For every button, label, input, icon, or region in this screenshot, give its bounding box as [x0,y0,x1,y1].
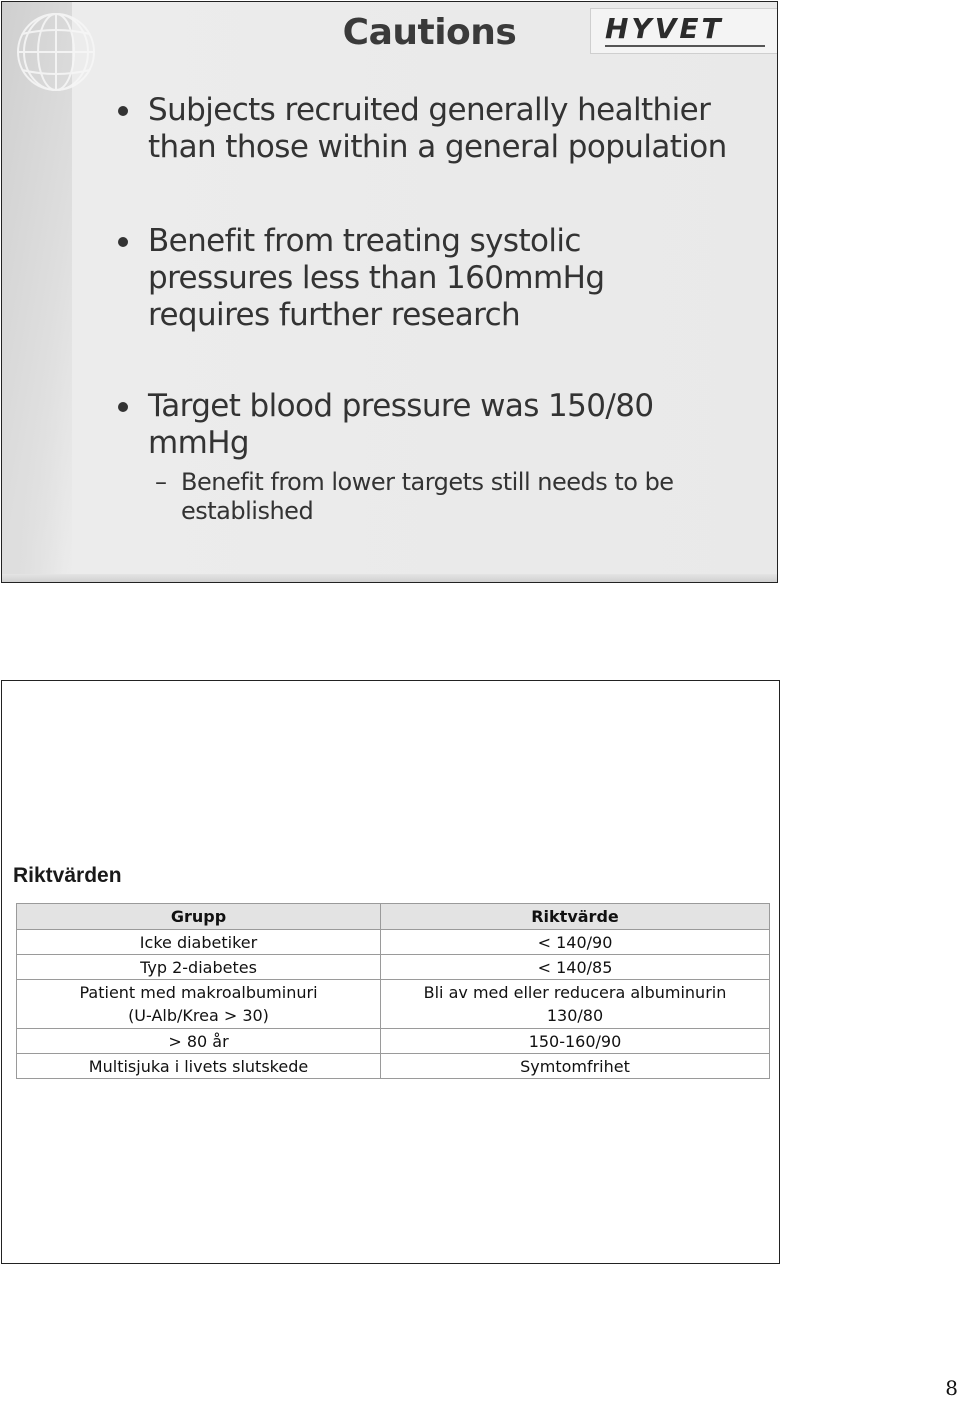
cell-line: Icke diabetiker [139,932,258,952]
bullet-text: Target blood pressure was 150/80 mmHg [148,388,654,461]
table-row [17,930,770,955]
table-cell-target [381,1029,770,1054]
cell-line: > 80 år [168,1031,229,1051]
bullet-text: Benefit from treating systolic pressures less than 160mmHg requires further research [148,223,605,333]
table-cell-group [17,980,381,1029]
table-header-row [17,904,770,930]
table-cell-target [381,930,770,955]
slide-riktvarden [1,680,780,1264]
cell-line: 150-160/90 [528,1031,622,1051]
logo-text: HYVET [605,12,724,45]
table-cell-group [17,955,381,980]
cell-line: Bli av med eller reducera albuminurin [423,983,727,1002]
table-cell-group [17,930,381,955]
bullet-item [120,223,658,334]
target-values-table [16,903,770,1079]
cell-line: (U-Alb/Krea > 30) [128,1006,269,1025]
cell-line: Typ 2-diabetes [140,957,257,977]
table-row [17,955,770,980]
table-header-target: Riktvärde [381,904,770,930]
hyvet-logo [590,8,778,54]
table-cell-target [381,980,770,1029]
bullet-text: Subjects recruited generally healthier than those within a general population [148,92,727,165]
logo-underline [605,45,765,47]
cell-line: Patient med makroalbuminuri [79,983,318,1002]
bullet-item [120,92,768,166]
table-header-group: Grupp [17,904,381,930]
table-cell-target [381,1054,770,1079]
bullet-dot-icon [118,237,128,247]
slide-cautions [1,1,778,583]
bullet-dot-icon [118,402,128,412]
bullet-item [120,388,708,462]
cell-line: < 140/90 [537,932,613,952]
sub-bullet-item [155,468,701,526]
bullet-dot-icon [118,106,128,116]
page-number: 8 [945,1376,958,1400]
dash-icon: – [155,468,167,496]
slide-title: Cautions [342,12,517,53]
table-row [17,980,770,1029]
table-cell-group [17,1054,381,1079]
table-row [17,1029,770,1054]
table-row [17,1054,770,1079]
sub-bullet-text: Benefit from lower targets still needs to be established [181,468,674,525]
slide-title: Riktvärden [13,864,122,887]
cell-line: < 140/85 [537,957,613,977]
slide-bottom-strip [2,574,777,582]
table-cell-group [17,1029,381,1054]
table-cell-target [381,955,770,980]
cell-line: Symtomfrihet [520,1056,630,1076]
cell-line: Multisjuka i livets slutskede [88,1056,309,1076]
cell-line: 130/80 [546,1006,604,1025]
